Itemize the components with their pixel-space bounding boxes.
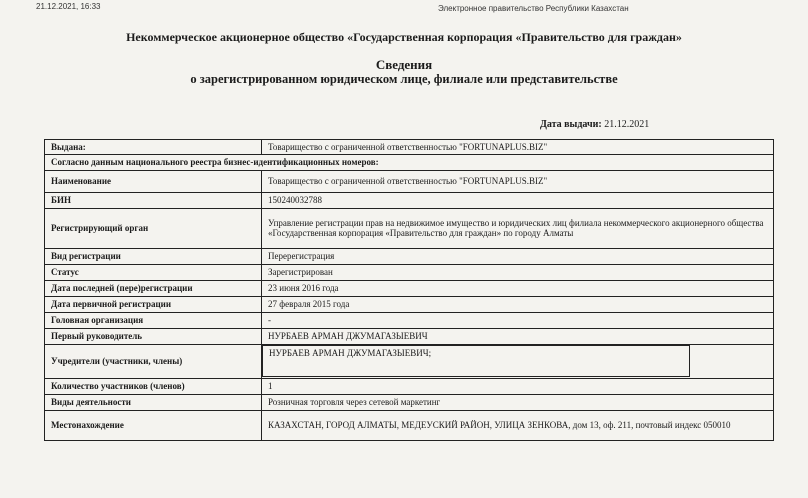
row-label: Первый руководитель — [45, 328, 262, 344]
table-row — [45, 140, 774, 155]
row-label: Количество участников (членов) — [45, 378, 262, 394]
row-label: Головная организация — [45, 312, 262, 328]
row-value: 27 февраля 2015 года — [262, 296, 774, 312]
table-row — [45, 328, 774, 344]
print-header — [0, 0, 808, 14]
table-row — [45, 280, 774, 296]
row-label: Выдана: — [45, 140, 262, 155]
registry-note: Согласно данным национального реестра бизнес-идентификационных номеров: — [45, 155, 774, 170]
table-row — [45, 192, 774, 208]
row-value: Перерегистрация — [262, 248, 774, 264]
table-row — [45, 394, 774, 410]
row-value: 23 июня 2016 года — [262, 280, 774, 296]
table-row — [45, 344, 774, 378]
row-label: Дата первичной регистрации — [45, 296, 262, 312]
row-value: Управление регистрации прав на недвижимое имущество и юридических лиц филиала некоммерческого акционерного общества «Государственная корпорация «Правительство для граждан» по городу Алматы — [262, 208, 774, 248]
table-row — [45, 296, 774, 312]
registration-table — [44, 139, 774, 441]
row-value: НУРБАЕВ АРМАН ДЖУМАГАЗЫЕВИЧ — [262, 328, 774, 344]
doc-title: Сведения — [375, 57, 433, 72]
table-row — [45, 378, 774, 394]
row-label: Регистрирующий орган — [45, 208, 262, 248]
issue-date-value: 21.12.2021 — [604, 119, 650, 130]
row-value: - — [262, 312, 774, 328]
table-row — [45, 264, 774, 280]
table-row — [45, 248, 774, 264]
row-label: Виды деятельности — [45, 394, 262, 410]
row-value: Розничная торговля через сетевой маркетинг — [262, 394, 774, 410]
issue-date — [540, 119, 649, 130]
table-row — [45, 155, 774, 170]
org-title: Некоммерческое акционерное общество «Государственная корпорация «Правительство для граждан» — [126, 30, 682, 44]
row-value: КАЗАХСТАН, ГОРОД АЛМАТЫ, МЕДЕУСКИЙ РАЙОН, УЛИЦА ЗЕНКОВА, дом 13, оф. 211, почтовый индекс 050010 — [262, 410, 774, 440]
row-label: БИН — [45, 192, 262, 208]
table-row — [45, 410, 774, 440]
doc-subtitle: о зарегистрированном юридическом лице, филиале или представительстве — [190, 72, 618, 86]
row-label: Вид регистрации — [45, 248, 262, 264]
table-row — [45, 208, 774, 248]
row-value: 150240032788 — [262, 192, 774, 208]
row-label: Статус — [45, 264, 262, 280]
row-value: Зарегистрирован — [262, 264, 774, 280]
row-label: Наименование — [45, 170, 262, 192]
row-value — [262, 344, 774, 378]
gov-label: Электронное правительство Республики Казахстан — [438, 4, 629, 13]
row-value: 1 — [262, 378, 774, 394]
table-row — [45, 170, 774, 192]
table-row — [45, 312, 774, 328]
row-value: Товарищество с ограниченной ответственностью "FORTUNAPLUS.BIZ" — [262, 170, 774, 192]
row-label: Учредители (участники, члены) — [45, 344, 262, 378]
print-timestamp: 21.12.2021, 16:33 — [36, 2, 101, 11]
row-label: Дата последней (пере)регистрации — [45, 280, 262, 296]
row-label: Местонахождение — [45, 410, 262, 440]
row-value: Товарищество с ограниченной ответственностью "FORTUNAPLUS.BIZ" — [262, 140, 774, 155]
founders-value: НУРБАЕВ АРМАН ДЖУМАГАЗЫЕВИЧ; — [262, 345, 690, 377]
issue-date-label: Дата выдачи: — [540, 119, 602, 130]
